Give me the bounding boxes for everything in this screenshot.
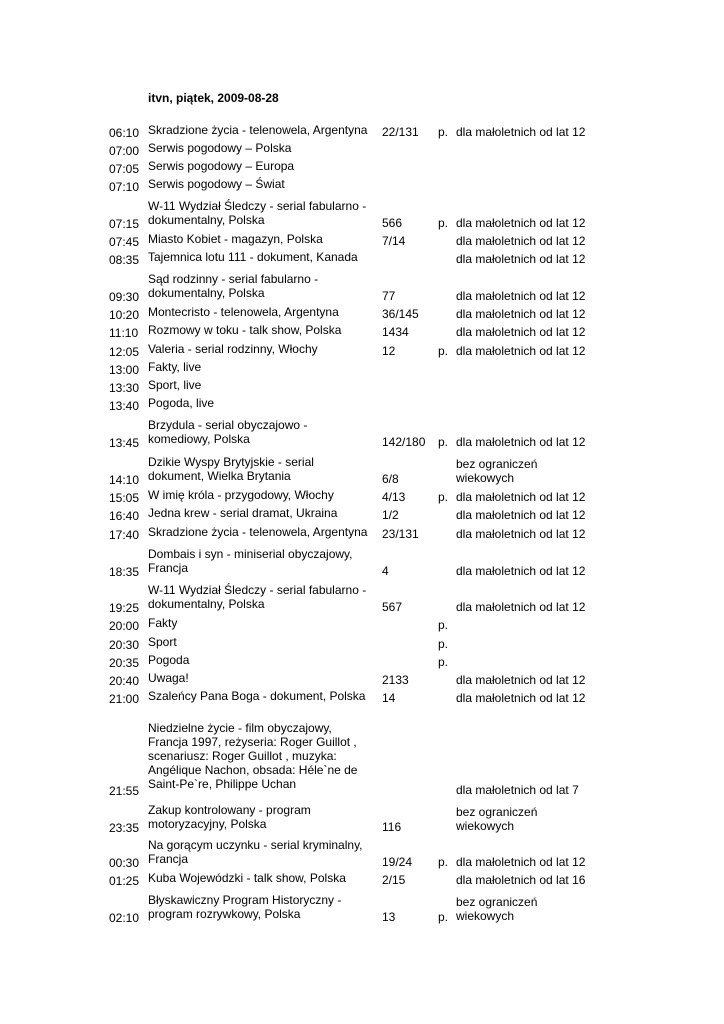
programme-title-line: Saint-Pe`re, Philippe Uchan: [148, 777, 297, 791]
programme-title: [148, 199, 366, 227]
age-rating: [456, 855, 585, 869]
time-cell: 07:45: [109, 235, 140, 249]
programme-title-line: Pogoda: [148, 653, 190, 667]
age-rating-line: dla małoletnich od lat 16: [456, 873, 586, 887]
programme-title: [148, 305, 339, 319]
programme-title-line: dokumentalny, Polska: [148, 597, 265, 611]
time-cell: 00:30: [109, 856, 140, 870]
time-cell: 06:10: [109, 126, 140, 140]
age-rating-line: dla małoletnich od lat 12: [456, 289, 586, 303]
episode-number: 12: [382, 344, 396, 358]
age-rating-line: bez ograniczeń: [456, 805, 538, 819]
time-cell: 13:00: [109, 363, 140, 377]
repeat-marker: p.: [438, 618, 449, 632]
age-rating-line: dla małoletnich od lat 12: [456, 691, 586, 705]
time-cell: 13:40: [109, 399, 140, 413]
time-cell: 11:10: [109, 326, 139, 340]
age-rating: [456, 490, 585, 504]
programme-title: [148, 159, 294, 173]
age-rating-line: dla małoletnich od lat 12: [456, 490, 586, 504]
programme-title-line: Jedna krew - serial dramat, Ukraina: [148, 506, 338, 520]
programme-title: [148, 893, 341, 921]
age-rating-line: wiekowych: [456, 819, 515, 833]
programme-title-line: program rozrywkowy, Polska: [148, 907, 301, 921]
programme-title-line: Uwaga!: [148, 671, 189, 685]
programme-title-line: Francja: [148, 561, 189, 575]
episode-number: 1434: [382, 325, 409, 339]
time-cell: 07:10: [109, 180, 140, 194]
programme-title: [148, 525, 367, 539]
age-rating-line: dla małoletnich od lat 12: [456, 564, 586, 578]
age-rating: [456, 252, 585, 266]
time-cell: 09:30: [109, 290, 140, 304]
programme-title-line: Tajemnica lotu 111 - dokument, Kanada: [148, 250, 358, 264]
programme-title: [148, 838, 363, 866]
programme-title-line: Sport, live: [148, 378, 202, 392]
programme-title-line: Serwis pogodowy – Polska: [148, 141, 292, 155]
age-rating-line: dla małoletnich od lat 7: [456, 783, 579, 797]
age-rating: [456, 289, 585, 303]
time-cell: 17:40: [109, 528, 140, 542]
programme-title: [148, 272, 318, 300]
time-cell: 07:15: [109, 217, 140, 231]
age-rating-line: dla małoletnich od lat 12: [456, 307, 586, 321]
time-cell: 07:00: [109, 144, 140, 158]
age-rating: [456, 895, 537, 923]
programme-title: [148, 635, 177, 649]
age-rating: [456, 234, 585, 248]
programme-title-line: Zakup kontrolowany - program: [148, 803, 311, 817]
episode-number: 566: [382, 216, 403, 230]
time-cell: 19:25: [109, 601, 140, 615]
programme-title-line: W-11 Wydział Śledczy - serial fabularno -: [148, 583, 367, 597]
programme-title-line: W-11 Wydział Śledczy - serial fabularno -: [148, 199, 367, 213]
programme-title-line: Błyskawiczny Program Historyczny -: [148, 893, 342, 907]
age-rating: [456, 457, 537, 485]
time-cell: 18:35: [109, 565, 140, 579]
episode-number: 1/2: [382, 508, 399, 522]
programme-title-line: Skradzione życia - telenowela, Argentyna: [148, 525, 368, 539]
time-cell: 16:40: [109, 509, 140, 523]
programme-title-line: dokument, Wielka Brytania: [148, 469, 291, 483]
episode-number: 13: [382, 910, 396, 924]
programme-title: [148, 141, 291, 155]
age-rating-line: dla małoletnich od lat 12: [456, 252, 586, 266]
age-rating-line: bez ograniczeń: [456, 457, 538, 471]
time-cell: 10:20: [109, 308, 140, 322]
age-rating-line: dla małoletnich od lat 12: [456, 216, 586, 230]
programme-title: [148, 506, 337, 520]
programme-title: [148, 653, 189, 667]
programme-title-line: Montecristo - telenowela, Argentyna: [148, 305, 339, 319]
repeat-marker: p.: [438, 344, 449, 358]
age-rating: [456, 125, 585, 139]
programme-title-line: dokumentalny, Polska: [148, 286, 265, 300]
episode-number: 4/13: [382, 490, 406, 504]
age-rating-line: wiekowych: [456, 909, 515, 923]
time-cell: 13:30: [109, 381, 140, 395]
episode-number: 6/8: [382, 472, 399, 486]
programme-title-line: W imię króla - przygodowy, Włochy: [148, 488, 334, 502]
episode-number: 567: [382, 600, 403, 614]
programme-title-line: Miasto Kobiet - magazyn, Polska: [148, 232, 323, 246]
programme-title: [148, 232, 323, 246]
age-rating-line: dla małoletnich od lat 12: [456, 234, 586, 248]
age-rating: [456, 508, 585, 522]
programme-title-line: Skradzione życia - telenowela, Argentyna: [148, 123, 368, 137]
age-rating-line: bez ograniczeń: [456, 895, 538, 909]
programme-title-line: Kuba Wojewódzki - talk show, Polska: [148, 871, 346, 885]
programme-title-line: Dombais i syn - miniserial obyczajowy,: [148, 547, 353, 561]
programme-title-line: Valeria - serial rodzinny, Włochy: [148, 342, 318, 356]
programme-title: [148, 418, 307, 446]
age-rating: [456, 435, 585, 449]
time-cell: 21:55: [109, 784, 140, 798]
age-rating: [456, 325, 585, 339]
programme-title-line: Rozmowy w toku - talk show, Polska: [148, 323, 342, 337]
programme-title-line: Brzydula - serial obyczajowo -: [148, 418, 308, 432]
age-rating-line: dla małoletnich od lat 12: [456, 855, 586, 869]
programme-title-line: dokumentalny, Polska: [148, 213, 265, 227]
age-rating-line: dla małoletnich od lat 12: [456, 527, 586, 541]
repeat-marker: p.: [438, 216, 449, 230]
programme-title-line: Dzikie Wyspy Brytyjskie - serial: [148, 455, 314, 469]
programme-title: [148, 488, 334, 502]
time-cell: 23:35: [109, 821, 140, 835]
programme-title: [148, 342, 318, 356]
age-rating-line: dla małoletnich od lat 12: [456, 125, 586, 139]
age-rating: [456, 673, 585, 687]
programme-title: [148, 616, 177, 630]
programme-title-line: Pogoda, live: [148, 396, 215, 410]
episode-number: 19/24: [382, 855, 413, 869]
programme-title-line: Serwis pogodowy – Świat: [148, 177, 285, 191]
programme-title: [148, 871, 346, 885]
programme-title: [148, 250, 358, 264]
age-rating: [456, 216, 585, 230]
time-cell: 08:35: [109, 253, 140, 267]
programme-title: [148, 689, 365, 703]
programme-title: [148, 378, 201, 392]
episode-number: 142/180: [382, 435, 426, 449]
episode-number: 2133: [382, 673, 409, 687]
programme-title-line: Fakty, live: [148, 360, 202, 374]
programme-title-line: Fakty: [148, 616, 178, 630]
episode-number: 23/131: [382, 527, 419, 541]
age-rating-line: wiekowych: [456, 471, 515, 485]
programme-title-line: Francja 1997, reżyseria: Roger Guillot ,: [148, 735, 357, 749]
episode-number: 4: [382, 564, 389, 578]
time-cell: 20:40: [109, 674, 140, 688]
age-rating: [456, 307, 585, 321]
time-cell: 20:35: [109, 656, 140, 670]
programme-title: [148, 396, 214, 410]
age-rating: [456, 873, 585, 887]
programme-title-line: Angélique Nachon, obsada: Héle`ne de: [148, 763, 358, 777]
repeat-marker: p.: [438, 490, 449, 504]
episode-number: 36/145: [382, 307, 419, 321]
age-rating: [456, 527, 585, 541]
programme-title: [148, 177, 285, 191]
age-rating: [456, 344, 585, 358]
programme-title: [148, 455, 314, 483]
programme-title: [148, 123, 367, 137]
programme-title-line: Niedzielne życie - film obyczajowy,: [148, 721, 332, 735]
programme-title-line: Sport: [148, 635, 177, 649]
episode-number: 116: [382, 820, 402, 834]
time-cell: 02:10: [109, 911, 140, 925]
time-cell: 20:30: [109, 638, 140, 652]
time-cell: 21:00: [109, 692, 140, 706]
age-rating: [456, 691, 585, 705]
age-rating-line: dla małoletnich od lat 12: [456, 325, 586, 339]
age-rating: [456, 805, 537, 833]
episode-number: 2/15: [382, 873, 406, 887]
repeat-marker: p.: [438, 655, 449, 669]
programme-title-line: komediowy, Polska: [148, 432, 250, 446]
age-rating-line: dla małoletnich od lat 12: [456, 435, 586, 449]
programme-title-line: Serwis pogodowy – Europa: [148, 159, 295, 173]
programme-title-line: motoryzacyjny, Polska: [148, 817, 267, 831]
programme-title-line: Sąd rodzinny - serial fabularno -: [148, 272, 319, 286]
time-cell: 07:05: [109, 162, 140, 176]
programme-title-line: scenariusz: Roger Guillot , muzyka:: [148, 749, 337, 763]
age-rating: [456, 783, 579, 797]
time-cell: 12:05: [109, 345, 140, 359]
programme-title: [148, 671, 189, 685]
programme-title: [148, 323, 341, 337]
age-rating-line: dla małoletnich od lat 12: [456, 508, 586, 522]
episode-number: 77: [382, 289, 396, 303]
repeat-marker: p.: [438, 910, 449, 924]
age-rating-line: dla małoletnich od lat 12: [456, 600, 586, 614]
time-cell: 14:10: [109, 473, 140, 487]
repeat-marker: p.: [438, 855, 449, 869]
programme-title: [148, 721, 357, 791]
programme-title: [148, 803, 311, 831]
repeat-marker: p.: [438, 435, 449, 449]
page-title: itvn, piątek, 2009-08-28: [148, 91, 279, 105]
age-rating: [456, 564, 585, 578]
episode-number: 22/131: [382, 125, 419, 139]
programme-title-line: Francja: [148, 852, 189, 866]
programme-title: [148, 583, 366, 611]
episode-number: 14: [382, 691, 396, 705]
time-cell: 01:25: [109, 874, 140, 888]
time-cell: 20:00: [109, 619, 140, 633]
repeat-marker: p.: [438, 125, 449, 139]
age-rating: [456, 600, 585, 614]
programme-title: [148, 360, 201, 374]
programme-title-line: Na gorącym uczynku - serial kryminalny,: [148, 838, 363, 852]
programme-title-line: Szaleńcy Pana Boga - dokument, Polska: [148, 689, 366, 703]
age-rating-line: dla małoletnich od lat 12: [456, 673, 586, 687]
age-rating-line: dla małoletnich od lat 12: [456, 344, 586, 358]
repeat-marker: p.: [438, 637, 449, 651]
programme-title: [148, 547, 353, 575]
time-cell: 13:45: [109, 436, 140, 450]
episode-number: 7/14: [382, 234, 406, 248]
time-cell: 15:05: [109, 491, 140, 505]
